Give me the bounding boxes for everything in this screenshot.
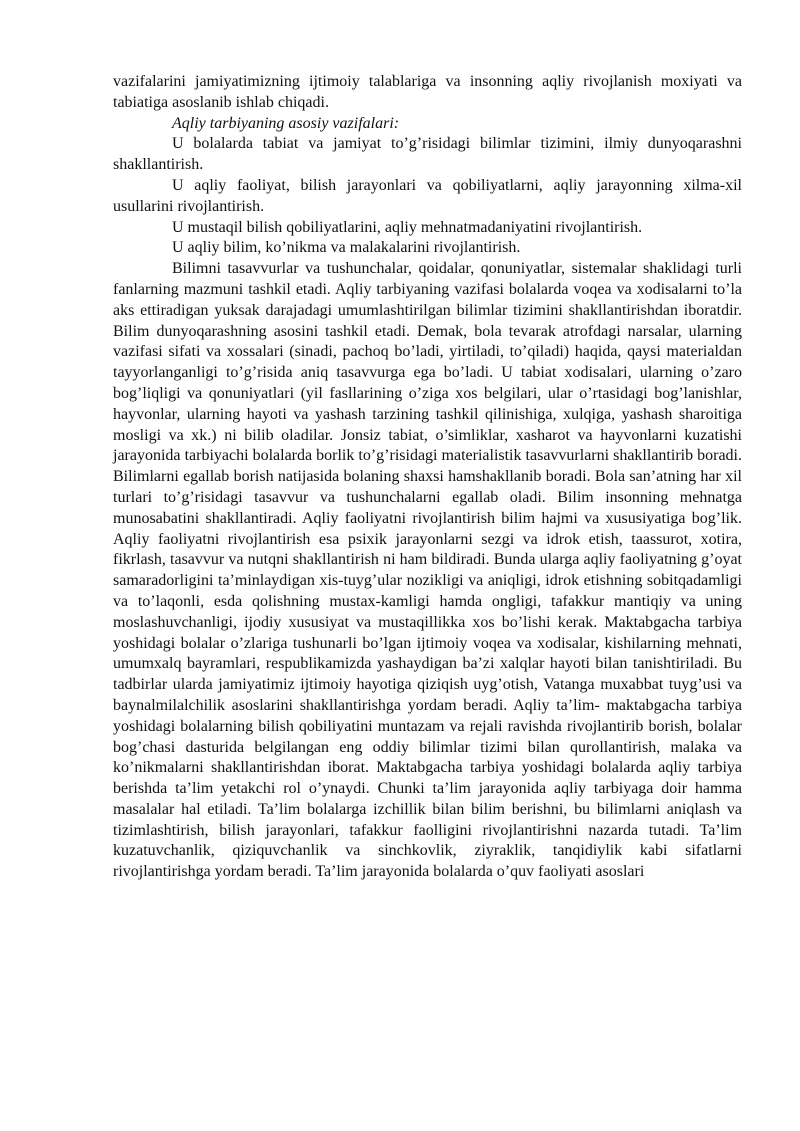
paragraph-continuation: vazifalarini jamiyatimizning ijtimoiy talablariga va insonning aqliy rivojlanish moxiyati va tabiatiga asoslanib ishlab chiqadi.: [113, 73, 742, 111]
task-item-2: U aqliy faoliyat, bilish jarayonlari va qobiliyatlarni, aqliy jarayonning xilma-xil usullarini rivojlantirish.: [113, 176, 742, 215]
body-paragraph: Bilimni tasavvurlar va tushunchalar, qoidalar, qonuniyatlar, sistemalar shaklidagi turli fanlarning mazmuni tashkil etadi. Aqliy tarbiyaning vazifasi bolalarda voqea va xodisalarni to’la aks ettiradigan yuksak darajadagi umumlashtirilgan bilimlar tizimini shakllantirishdan iboratdir. Bilim dunyoqarashning asosini tashkil etadi. Demak, bola tevarak atrofdagi narsalar, ularning vazifasi sifati va xossalari (sinadi, pachoq bo’ladi, yirtiladi, to’qiladi) haqida, qaysi materialdan tayyorlanganligi to’g’risida aniq tasavvurga ega bo’ladi. U tabiat xodisalari, ularning o’zaro bog’liqligi va qonuniyatlari (yil fasllarining o’ziga xos belgilari, ular o’rtasidagi bog’lanishlar, hayvonlar, ularning hayoti va yashash tarzining tashkil qilinishiga, xulqiga, yashash sharoitiga mosligi va xk.) ni bilib oladilar. Jonsiz tabiat, o’simliklar, xasharot va hayvonlarni kuzatishi jarayonida tarbiyachi bolalarda borlik to’g’risidagi materialistik tasavvurlarni shakllantirib boradi. Bilimlarni egallab borish natijasida bolaning shaxsi hamshakllanib boradi. Bola san’atning har xil turlari to’g’risidagi tasavvur va tushunchalarni egallab oladi. Bilim insonning mehnatga munosabatini shakllantiradi. Aqliy faoliyatni rivojlantirish bilim hajmi va xususiyatiga bog’lik. Aqliy faoliyatni rivojlantirish esa psixik jarayonlarni sezgi va idrok etish, taassurot, xotira, fikrlash, tasavvur va nutqni shakllantirish ni ham bildiradi. Bunda ularga aqliy faoliyatning g’oyat samaradorligini ta’minlaydigan xis-tuyg’ular nozikligi va aniqligi, idrok etishning sobitqadamligi va to’laqonli, esda qolishning mustax-kamligi hamda ongligi, tafakkur mantiqiy va uning moslashuvchanligi, ijodiy xususiyat va mustaqillikka xos bo’lishi kerak. Maktabgacha tarbiya yoshidagi bolalar o’zlariga tushunarli bo’lgan ijtimoiy voqea va xodisalar, kishilarning mehnati, umumxalq bayramlari, respublikamizda yashaydigan ba’zi xalqlar hayoti bilan tanishtiriladi. Bu tadbirlar ularda jamiyatimiz ijtimoiy hayotiga qiziqish uyg’otish, Vatanga muxabbat tuyg’usi va baynalmilalchilik asoslarini shakllantirishga yordam beradi. Aqliy ta’lim- maktabgacha tarbiya yoshidagi bolalarning bilish qobiliyatini muntazam va rejali ravishda rivojlantirib borish, bolalar bog’chasi dasturida belgilangan eng oddiy bilimlar tizimi bilan qurollantirish, malaka va ko’nikmalarni shakllantirishdan iborat. Maktabgacha tarbiya yoshidagi bolalarda aqliy tarbiya berishda ta’lim yetakchi rol o’ynaydi. Chunki ta’lim jarayonida aqliy tarbiyaga doir hamma masalalar hal etiladi. Ta’lim bolalarga izchillik bilan bilim berishni, bu bilimlarni aniqlash va tizimlashtirish, bilish jarayonlari, tafakkur faolligini rivojlantirishni nazarda tutadi. Ta’lim kuzatuvchanlik, qiziquvchanlik va sinchkovlik, ziyraklik, tanqidiylik kabi sifatlarni rivojlantirishga yordam beradi. Ta’lim jarayonida bolalarda o’quv faoliyati asoslari: [113, 260, 742, 881]
document-page: [113, 72, 742, 883]
section-heading-tasks: Aqliy tarbiyaning asosiy vazifalari:: [172, 114, 400, 132]
task-item-3: U mustaqil bilish qobiliyatlarini, aqliy mehnatmadaniyatini rivojlantirish.: [172, 218, 643, 236]
task-item-4: U aqliy bilim, ko’nikma va malakalarini rivojlantirish.: [172, 239, 521, 257]
task-item-1: U bolalarda tabiat va jamiyat to’g’risidagi bilimlar tizimini, ilmiy dunyoqarashni shakllantirish.: [113, 135, 742, 174]
